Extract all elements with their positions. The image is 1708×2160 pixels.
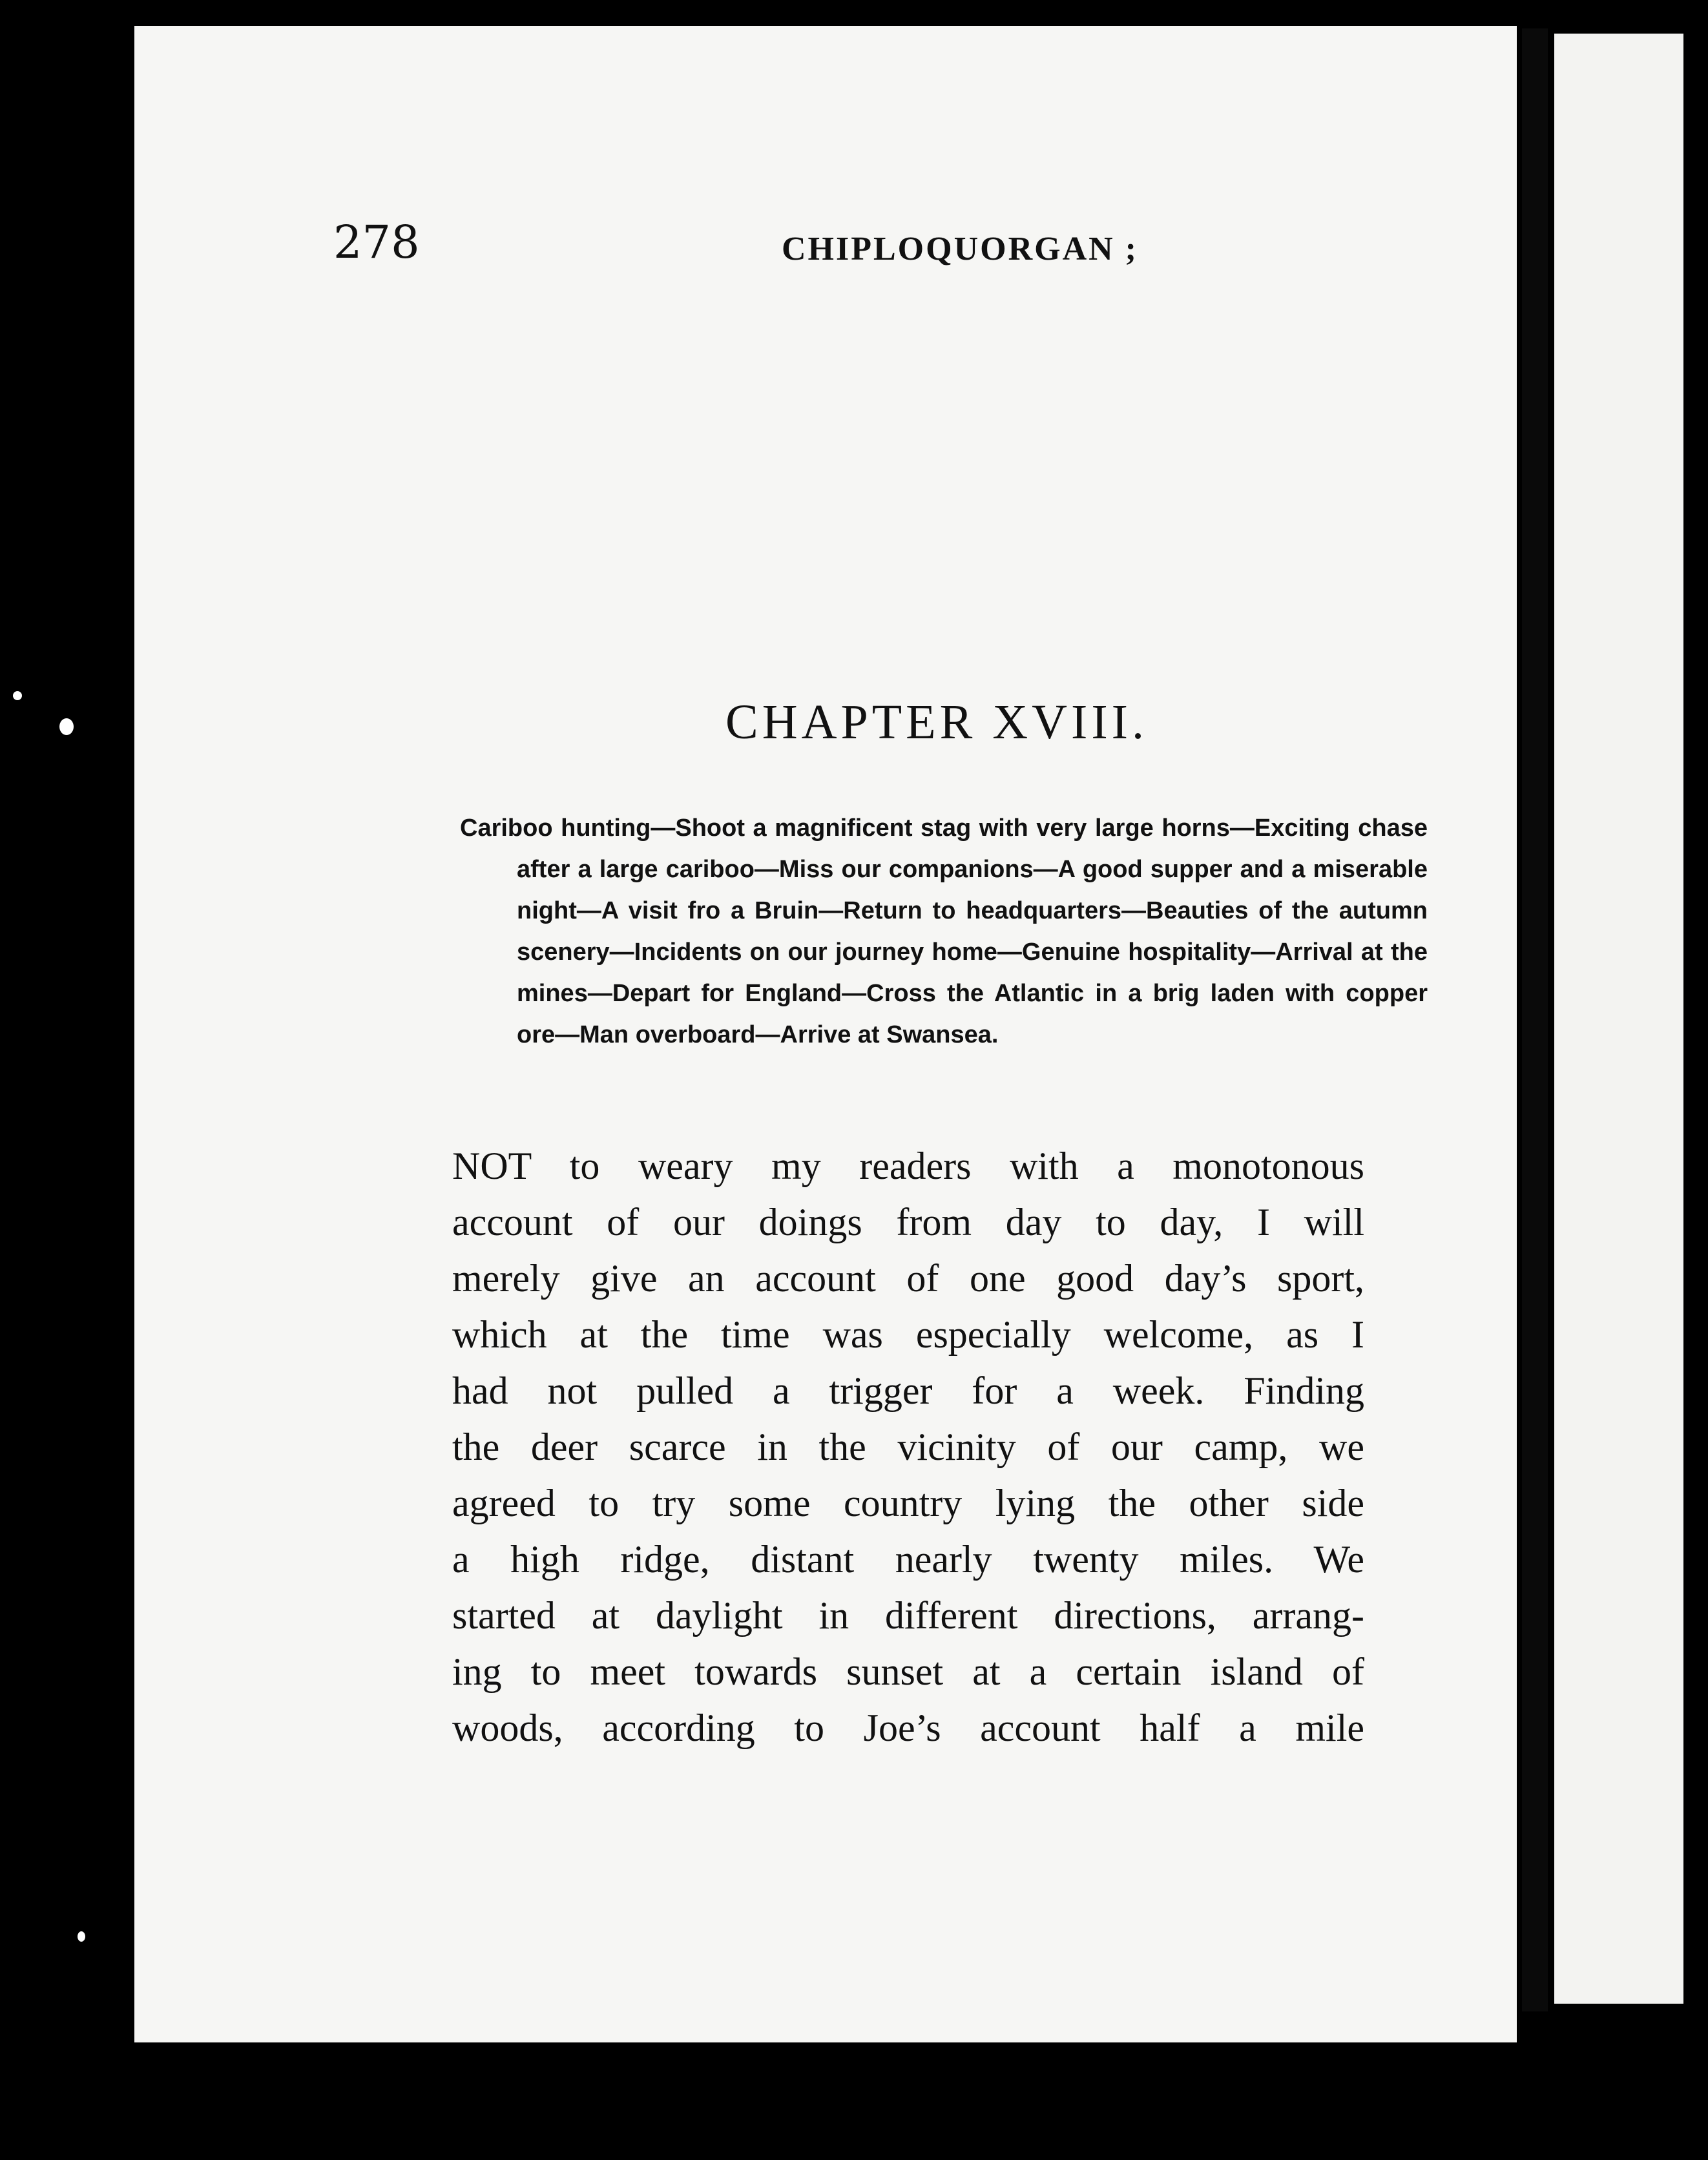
facing-page-edge [1554, 34, 1683, 2004]
running-head: CHIPLOQUORGAN ; [782, 231, 1138, 267]
scan-speck [13, 691, 22, 700]
text-line: merely give an account of one good day’s sport, [452, 1257, 1364, 1300]
text-line: which at the time was especially welcome, as I [452, 1313, 1364, 1356]
text-line: ing to meet towards sunset at a certain island of [452, 1650, 1364, 1693]
scan-speck [78, 1931, 85, 1942]
text-line: started at daylight in different directions, arrang- [452, 1594, 1364, 1637]
text-line: NOT to weary my readers with a monotonous [452, 1145, 1364, 1187]
body-paragraph [452, 1138, 1364, 1756]
scan-speck [59, 718, 74, 735]
text-line: the deer scarce in the vicinity of our camp, we [452, 1426, 1364, 1468]
text-line-last: woods, according to Joe’s account half a mile [452, 1707, 1364, 1749]
chapter-synopsis: Cariboo hunting—Shoot a magnificent stag with very large horns—Exciting chase after a large cariboo—Miss our companions—A good supper and a miserable night—A visit fro a Bruin—Return to headquarters—Beauties of the autumn scenery—Incidents on our journey home—Genuine hospitality—Arrival at the mines—Depart for England—Cross the Atlantic in a brig laden with copper ore—Man overboard—Arrive at Swansea. [460, 815, 1428, 1048]
text-line: account of our doings from day to day, I will [452, 1201, 1364, 1243]
text-line: agreed to try some country lying the other side [452, 1482, 1364, 1524]
text-line: had not pulled a trigger for a week. Finding [452, 1369, 1364, 1412]
text-line: a high ridge, distant nearly twenty miles. We [452, 1538, 1364, 1581]
chapter-title: CHAPTER XVIII. [725, 695, 1148, 749]
page-number: 278 [333, 216, 420, 269]
page-gutter [1522, 28, 1548, 2011]
